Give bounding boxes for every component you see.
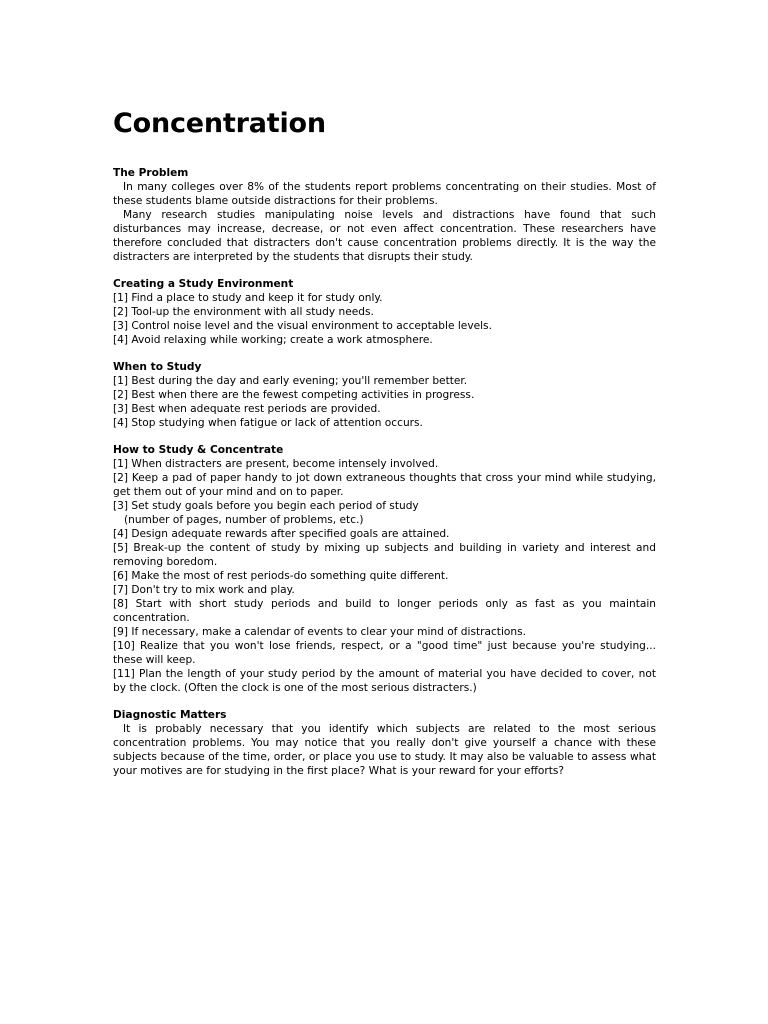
list-item: [1] Find a place to study and keep it for study only. — [113, 292, 383, 304]
section-heading: How to Study & Concentrate — [113, 444, 284, 456]
list-item: [7] Don't try to mix work and play. — [113, 584, 295, 596]
list-item: [5] Break-up the content of study by mixing up subjects and building in variety and interest and removing boredom. — [113, 542, 656, 568]
document-title: Concentration — [113, 108, 326, 139]
section-heading: Diagnostic Matters — [113, 709, 227, 721]
list — [113, 457, 656, 695]
list-item: [4] Stop studying when fatigue or lack of attention occurs. — [113, 417, 423, 429]
list-item: [4] Avoid relaxing while working; create a work atmosphere. — [113, 334, 433, 346]
section-diagnostic-matters — [113, 708, 656, 778]
list — [113, 374, 656, 430]
section-heading: The Problem — [113, 167, 189, 179]
list-item: [2] Tool-up the environment with all study needs. — [113, 306, 374, 318]
section-heading: Creating a Study Environment — [113, 278, 294, 290]
list-item: [9] If necessary, make a calendar of events to clear your mind of distractions. — [113, 626, 526, 638]
section-when-to-study — [113, 360, 656, 430]
list-item: [10] Realize that you won't lose friends, respect, or a "good time" just because you're studying... these will keep. — [113, 640, 656, 666]
list-item: [1] Best during the day and early evening; you'll remember better. — [113, 375, 468, 387]
section-heading: When to Study — [113, 361, 202, 373]
section-the-problem — [113, 166, 656, 264]
list-item: [2] Keep a pad of paper handy to jot down extraneous thoughts that cross your mind while studying, get them out of your mind and on to paper. — [113, 472, 656, 498]
list-item: [2] Best when there are the fewest competing activities in progress. — [113, 389, 475, 401]
list-item-text: [3] Set study goals before you begin each period of study — [113, 500, 419, 512]
list-item: [11] Plan the length of your study period by the amount of material you have decided to cover, not by the clock. (Often the clock is one of the most serious distracters.) — [113, 668, 656, 694]
paragraph: It is probably necessary that you identify which subjects are related to the most serious concentration problems. You may notice that you really don't give yourself a chance with these subjects because of the time, order, or place you use to study. It may also be valuable to assess what your motives are for studying in the first place? What is your reward for your efforts? — [113, 723, 656, 777]
paragraph: Many research studies manipulating noise levels and distractions have found that such disturbances may increase, decrease, or not even affect concentration. These researchers have therefore concluded that distracters don't cause concentration problems directly. It is the way the distracters are interpreted by the students that disrupts their study. — [113, 209, 656, 263]
document-page — [113, 104, 656, 791]
list-item: [3] Best when adequate rest periods are provided. — [113, 403, 381, 415]
list-item: [1] When distracters are present, become intensely involved. — [113, 458, 439, 470]
section-how-to-study — [113, 443, 656, 695]
list-item: [3] Control noise level and the visual environment to acceptable levels. — [113, 320, 492, 332]
list-item: [8] Start with short study periods and build to longer periods only as fast as you maintain concentration. — [113, 598, 656, 624]
list — [113, 291, 656, 347]
paragraph: In many colleges over 8% of the students report problems concentrating on their studies. Most of these students blame outside distractions for their problems. — [113, 181, 656, 207]
list-item-subtext: (number of pages, number of problems, etc.) — [124, 514, 364, 526]
list-item-with-sub — [113, 499, 656, 527]
list-item: [6] Make the most of rest periods-do something quite different. — [113, 570, 449, 582]
section-study-environment — [113, 277, 656, 347]
list-item: [4] Design adequate rewards after specified goals are attained. — [113, 528, 450, 540]
